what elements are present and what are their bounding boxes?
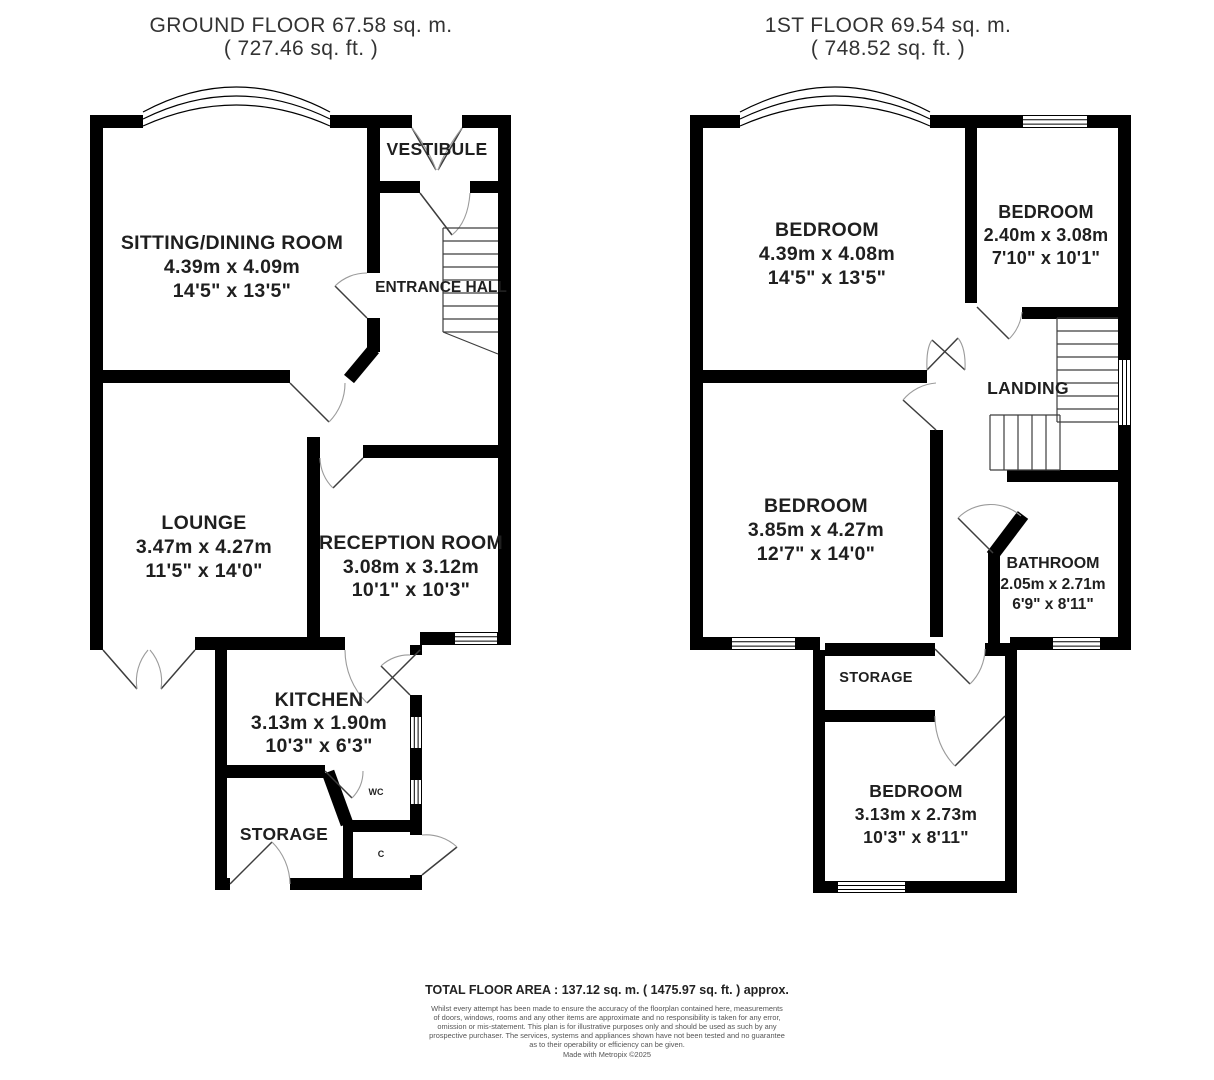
wall-segment: [90, 370, 290, 383]
wall-segment: [367, 193, 380, 273]
disclaimer-line: prospective purchaser. The services, systems and appliances shown have not been tested and no guarantee: [429, 1031, 785, 1040]
wall-segment: [330, 115, 412, 128]
room-label-wc: WC: [368, 787, 384, 797]
wall-segment: [195, 637, 345, 650]
wall-segment: [992, 515, 1023, 556]
room-dim-metric: 2.05m x 2.71m: [1000, 576, 1106, 593]
room-dim-metric: 3.47m x 4.27m: [135, 536, 273, 558]
wall-segment: [90, 115, 143, 128]
storage-door: [230, 842, 290, 884]
window: [410, 780, 422, 804]
bedroom1-door: [927, 338, 965, 370]
room-dim-imperial: 10'1" x 10'3": [351, 579, 471, 601]
ground-floor-title: GROUND FLOOR 67.58 sq. m.: [149, 14, 453, 37]
room-dim-imperial: 6'9" x 8'11": [1012, 596, 1094, 613]
bay-window-arc: [740, 105, 930, 126]
room-dim-imperial: 12'7" x 14'0": [756, 543, 876, 565]
bedroom4-door: [935, 716, 1005, 766]
room-label-landing: LANDING: [987, 378, 1069, 398]
room-dim-metric: 3.13m x 2.73m: [854, 804, 978, 824]
room-label-cupboard: C: [377, 849, 385, 859]
wall-segment: [988, 553, 1000, 650]
ground-floor-windows: [410, 632, 497, 804]
window: [1118, 360, 1131, 425]
wall-segment: [690, 370, 927, 383]
wall-segment: [825, 710, 935, 722]
window: [455, 632, 497, 645]
bay-window: [740, 87, 930, 126]
wall-segment: [215, 765, 325, 778]
room-label-bedroom2: BEDROOM: [998, 202, 1094, 222]
room-label-storage: STORAGE: [239, 824, 329, 844]
room-dim-metric: 3.85m x 4.27m: [747, 519, 885, 541]
wall-segment: [1022, 307, 1131, 319]
disclaimer-line: as to their operability or efficiency can be given.: [529, 1040, 685, 1049]
room-label-entrance-hall: ENTRANCE HALL: [375, 279, 507, 296]
total-floor-area: TOTAL FLOOR AREA : 137.12 sq. m. ( 1475.97 sq. ft. ) approx.: [425, 983, 789, 997]
wall-segment: [690, 115, 740, 128]
room-dim-metric: 3.13m x 1.90m: [250, 712, 388, 734]
room-dim-imperial: 14'5" x 13'5": [767, 267, 887, 289]
vestibule-door: [420, 193, 470, 235]
bay-window-arc: [143, 87, 330, 112]
room-label-bedroom4: BEDROOM: [869, 781, 963, 801]
room-dim-metric: 3.08m x 3.12m: [342, 556, 480, 578]
cupboard-door: [422, 835, 457, 875]
wall-segment: [1005, 643, 1017, 893]
room-label-bedroom3: BEDROOM: [764, 495, 868, 517]
window: [1023, 115, 1087, 128]
room-dim-imperial: 10'3" x 6'3": [265, 735, 373, 757]
room-dim-metric: 2.40m x 3.08m: [983, 225, 1109, 245]
wall-segment: [1007, 470, 1118, 482]
wall-segment: [410, 748, 422, 780]
credit-line: Made with Metropix ©2025: [562, 1050, 652, 1059]
bay-window-arc: [740, 87, 930, 112]
wall-segment: [363, 445, 498, 458]
room-label-reception: RECEPTION ROOM: [318, 532, 504, 554]
room-dim-imperial: 14'5" x 13'5": [172, 280, 292, 302]
first-floor-plan: [690, 87, 1131, 893]
first-floor-room-labels: [748, 202, 1108, 847]
wall-segment: [328, 772, 347, 824]
bay-window: [143, 87, 330, 126]
wall-segment: [930, 115, 1023, 128]
storage-door: [935, 649, 985, 684]
bedroom2-door: [977, 307, 1022, 339]
room-label-vestibule: VESTIBULE: [386, 139, 488, 159]
reception-door: [320, 458, 363, 488]
ground-floor-plan: [90, 87, 511, 890]
wall-segment: [930, 430, 943, 637]
wall-segment: [1118, 425, 1131, 650]
room-dim-imperial: 11'5" x 14'0": [145, 560, 263, 582]
lounge-french-doors: [103, 650, 195, 689]
floor-titles: [150, 14, 1012, 60]
wall-segment: [410, 695, 422, 717]
room-dim-metric: 4.39m x 4.09m: [163, 256, 301, 278]
footer: [425, 983, 789, 1059]
wall-segment: [498, 115, 511, 645]
sitting-room-door: [290, 383, 345, 422]
window: [838, 881, 905, 893]
room-dim-imperial: 7'10" x 10'1": [991, 248, 1101, 268]
disclaimer-line: Whilst every attempt has been made to ensure the accuracy of the floorplan contained here, measurements: [431, 1004, 783, 1013]
wall-segment: [1118, 115, 1131, 360]
wall-segment: [290, 878, 422, 890]
wall-segment: [90, 637, 103, 650]
wall-segment: [215, 878, 230, 890]
bay-window-arc: [143, 105, 330, 126]
hall-door: [335, 273, 367, 318]
room-dim-metric: 4.39m x 4.08m: [758, 243, 896, 265]
disclaimer-line: of doors, windows, rooms and any other items are approximate and no responsibility is taken for any error,: [433, 1013, 781, 1022]
room-label-bathroom: BATHROOM: [1006, 555, 1100, 572]
first-floor-title: 1ST FLOOR 69.54 sq. m.: [764, 14, 1012, 37]
ground-floor-subtitle: ( 727.46 sq. ft. ): [223, 37, 379, 60]
wall-segment: [343, 820, 420, 832]
room-label-sitting-dining: SITTING/DINING ROOM: [120, 232, 344, 254]
room-dim-imperial: 10'3" x 8'11": [863, 827, 969, 847]
wall-segment: [343, 826, 353, 878]
wall-segment: [813, 650, 825, 893]
wall-segment: [349, 349, 374, 379]
room-label-kitchen: KITCHEN: [274, 689, 364, 711]
window: [1053, 637, 1100, 650]
room-label-storage: STORAGE: [839, 670, 913, 686]
disclaimer-line: omission or mis-statement. This plan is for illustrative purposes only and should be used as such by any: [437, 1022, 777, 1031]
wall-segment: [965, 128, 977, 303]
wall-segment: [825, 643, 935, 656]
window: [732, 637, 795, 650]
bedroom3-door: [903, 383, 936, 430]
room-label-lounge: LOUNGE: [161, 512, 247, 534]
wall-segment: [367, 181, 420, 193]
room-label-bedroom1: BEDROOM: [775, 219, 879, 241]
wall-segment: [470, 181, 498, 193]
first-floor-subtitle: ( 748.52 sq. ft. ): [810, 37, 966, 60]
window: [410, 717, 422, 748]
